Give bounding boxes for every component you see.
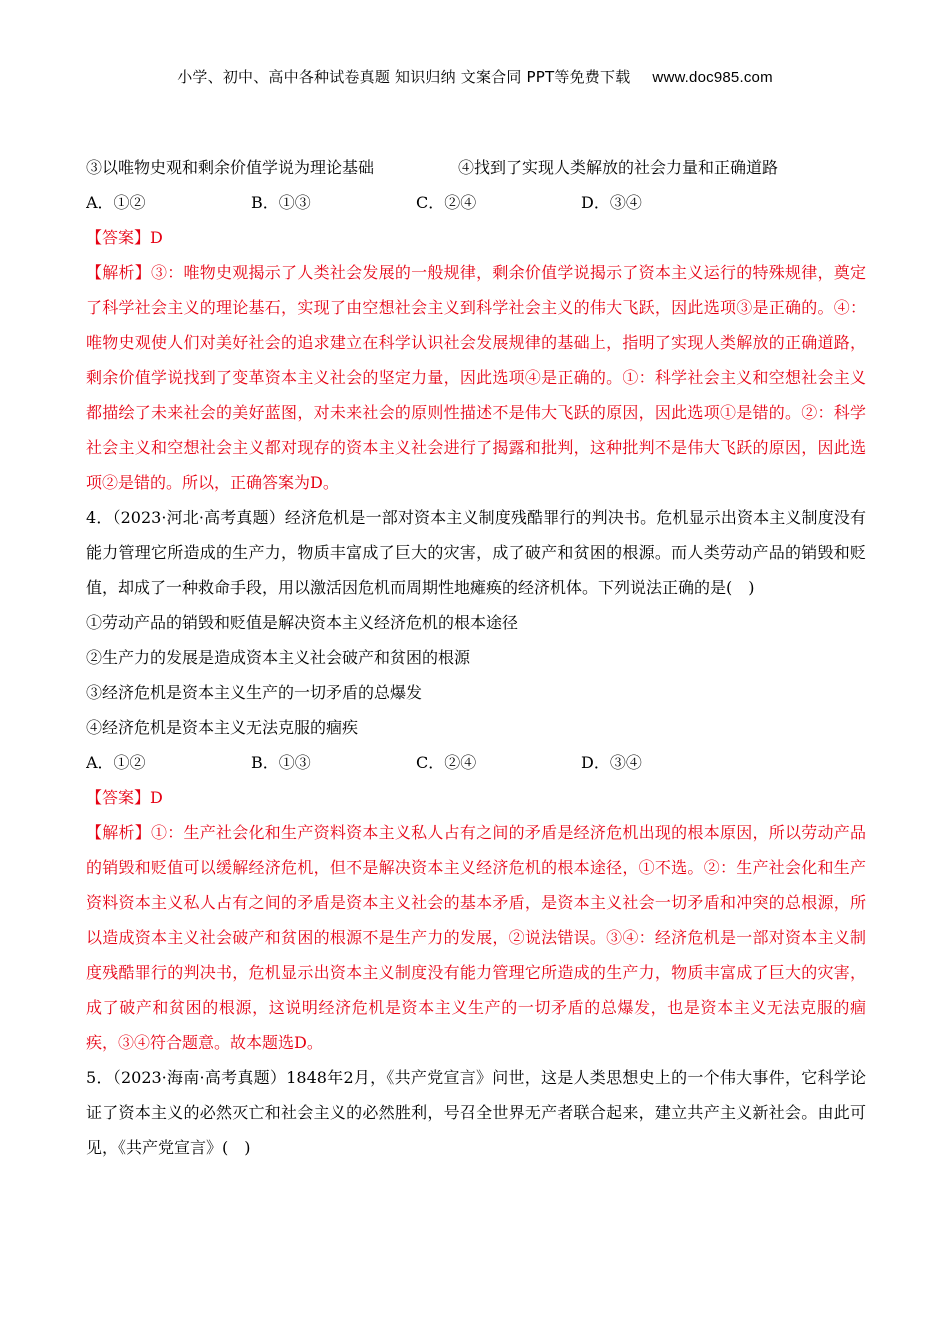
q4-stem: 4．（2023·河北·高考真题）经济危机是一部对资本主义制度残酷罪行的判决书。危机显示出资本主义制度没有能力管理它所造成的生产力，物质丰富成了巨大的灾害，成了破产和贫困的根源。而人类劳动产品的销毁和贬值，却成了一种救命手段，用以激活因危机而周期性地瘫痪的经济机体。下列说法正确的是( ) [86, 508, 866, 597]
q4-statement-3: ③经济危机是资本主义生产的一切矛盾的总爆发 [86, 683, 423, 702]
q4-statement-2: ②生产力的发展是造成资本主义社会破产和贫困的根源 [86, 648, 471, 667]
q3-statement-3: ③以唯物史观和剩余价值学说为理论基础 [86, 158, 375, 177]
q4-statement-1: ①劳动产品的销毁和贬值是解决资本主义经济危机的根本途径 [86, 613, 519, 632]
q5-stem: 5．（2023·海南·高考真题）1848年2月，《共产党宣言》问世，这是人类思想史上的一个伟大事件，它科学论证了资本主义的必然灭亡和社会主义的必然胜利，号召全世界无产者联合起来，建立共产主义新社会。由此可见，《共产党宣言》( ) [86, 1068, 866, 1157]
content [86, 150, 866, 1165]
q4-statement-4: ④经济危机是资本主义无法克服的痼疾 [86, 718, 359, 737]
q4-options [86, 745, 866, 780]
q3-statements [86, 150, 866, 185]
q4-answer: 【答案】D [86, 788, 163, 807]
q3-option-a: A．①② [86, 193, 146, 212]
q3-answer: 【答案】D [86, 228, 163, 247]
q4-option-c: C．②④ [416, 753, 477, 772]
q3-options [86, 185, 866, 220]
header-url[interactable]: www.doc985.com [652, 69, 773, 86]
q3-option-b: B．①③ [251, 193, 311, 212]
q3-statement-4: ④找到了实现人类解放的社会力量和正确道路 [458, 158, 779, 177]
q4-option-d: D．③④ [581, 753, 642, 772]
q4-analysis: 【解析】①：生产社会化和生产资料资本主义私人占有之间的矛盾是经济危机出现的根本原因，所以劳动产品的销毁和贬值可以缓解经济危机，但不是解决资本主义经济危机的根本途径，①不选。②：生产社会化和生产资料资本主义私人占有之间的矛盾是资本主义社会的基本矛盾，是资本主义社会一切矛盾和冲突的总根源，所以造成资本主义社会破产和贫困的根源不是生产力的发展，②说法错误。③④：经济危机是一部对资本主义制度残酷罪行的判决书，危机显示出资本主义制度没有能力管理它所造成的生产力，物质丰富成了巨大的灾害，成了破产和贫困的根源，这说明经济危机是资本主义生产的一切矛盾的总爆发，也是资本主义无法克服的痼疾，③④符合题意。故本题选D。 [86, 823, 866, 1052]
q3-analysis: 【解析】③：唯物史观揭示了人类社会发展的一般规律，剩余价值学说揭示了资本主义运行的特殊规律，奠定了科学社会主义的理论基石，实现了由空想社会主义到科学社会主义的伟大飞跃，因此选项③是正确的。④：唯物史观使人们对美好社会的追求建立在科学认识社会发展规律的基础上，指明了实现人类解放的正确道路，剩余价值学说找到了变革资本主义社会的坚定力量，因此选项④是正确的。①：科学社会主义和空想社会主义都描绘了未来社会的美好蓝图，对未来社会的原则性描述不是伟大飞跃的原因，因此选项①是错的。②：科学社会主义和空想社会主义都对现存的资本主义社会进行了揭露和批判，这种批判不是伟大飞跃的原因，因此选项②是错的。所以，正确答案为D。 [86, 263, 866, 492]
page-header [0, 66, 950, 87]
header-text: 小学、初中、高中各种试卷真题 知识归纳 文案合同 PPT等免费下载 [177, 68, 631, 86]
q4-option-b: B．①③ [251, 753, 311, 772]
q3-option-c: C．②④ [416, 193, 477, 212]
q4-option-a: A．①② [86, 753, 146, 772]
q3-option-d: D．③④ [581, 193, 642, 212]
